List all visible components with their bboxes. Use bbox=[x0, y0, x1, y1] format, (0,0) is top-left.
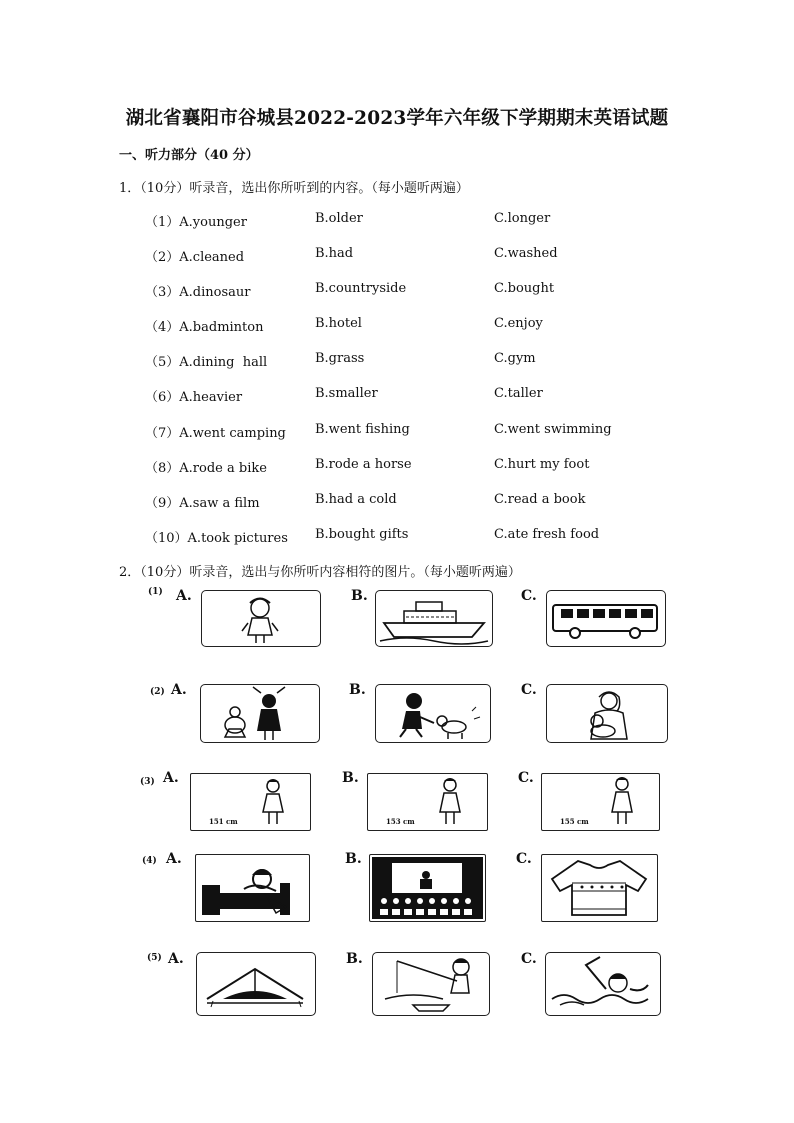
question-1-stem: 1．（10分）听录音，选出你所听到的内容。（每小题听两遍） bbox=[119, 181, 469, 196]
group-number: (3) bbox=[140, 777, 155, 787]
q1-item-7 bbox=[0, 422, 794, 442]
q1-item-1 bbox=[0, 211, 794, 231]
q1-item-2-a[interactable] bbox=[145, 246, 244, 265]
option-a: A.saw a film bbox=[179, 496, 260, 511]
item-number: （1） bbox=[145, 215, 180, 230]
option-b-letter: B. bbox=[342, 770, 359, 786]
q1-item-4 bbox=[0, 316, 794, 336]
q1-item-3-c[interactable]: C.bought bbox=[494, 281, 555, 296]
sweater-icon[interactable] bbox=[541, 854, 658, 922]
q1-item-8-c[interactable]: C.hurt my foot bbox=[494, 457, 590, 472]
q2-group-3 bbox=[0, 767, 794, 837]
q1-item-6-c[interactable]: C.taller bbox=[494, 386, 543, 401]
q1-item-5-a[interactable] bbox=[145, 351, 267, 370]
item-number: （3） bbox=[145, 285, 180, 300]
girl-155cm-icon[interactable] bbox=[541, 773, 660, 831]
q1-item-9-b[interactable]: B.had a cold bbox=[315, 492, 397, 507]
q1-item-2-c[interactable]: C.washed bbox=[494, 246, 558, 261]
girl-with-dog-icon[interactable] bbox=[375, 684, 491, 743]
option-c-letter: C. bbox=[518, 770, 534, 786]
q1-item-5 bbox=[0, 351, 794, 371]
q1-item-1-b[interactable]: B.older bbox=[315, 211, 363, 226]
girl-153cm-icon[interactable] bbox=[367, 773, 488, 831]
option-c-letter: C. bbox=[521, 682, 537, 698]
option-a-letter: A. bbox=[171, 682, 187, 698]
option-a: A.dinosaur bbox=[179, 285, 251, 300]
item-number: （2） bbox=[145, 250, 180, 265]
section-heading: 一、听力部分（40 分） bbox=[119, 148, 259, 163]
q1-item-10-c[interactable]: C.ate fresh food bbox=[494, 527, 600, 542]
height-label: 155 cm bbox=[560, 817, 589, 826]
q2-group-2 bbox=[0, 679, 794, 747]
height-label: 153 cm bbox=[386, 817, 415, 826]
q1-item-5-b[interactable]: B.grass bbox=[315, 351, 365, 366]
option-b-letter: B. bbox=[351, 588, 368, 604]
option-a: A.took pictures bbox=[187, 531, 288, 546]
option-a: A.heavier bbox=[179, 390, 243, 405]
item-number: （5） bbox=[145, 355, 180, 370]
q1-item-4-a[interactable] bbox=[145, 316, 263, 335]
option-a: A.younger bbox=[179, 215, 247, 230]
cinema-icon[interactable] bbox=[369, 854, 486, 922]
q1-item-3-a[interactable] bbox=[145, 281, 251, 300]
q1-item-8 bbox=[0, 457, 794, 477]
item-number: （9） bbox=[145, 496, 180, 511]
boy-swimming-icon[interactable] bbox=[545, 952, 661, 1016]
q1-item-3 bbox=[0, 281, 794, 301]
q1-item-9-c[interactable]: C.read a book bbox=[494, 492, 586, 507]
item-number: （10） bbox=[145, 531, 188, 546]
q2-group-1 bbox=[0, 585, 794, 650]
group-number: (4) bbox=[142, 856, 157, 866]
item-number: （4） bbox=[145, 320, 180, 335]
q1-item-8-a[interactable] bbox=[145, 457, 267, 476]
q1-item-10 bbox=[0, 527, 794, 547]
q1-item-1-c[interactable]: C.longer bbox=[494, 211, 551, 226]
option-a: A.went camping bbox=[179, 426, 286, 441]
tent-icon[interactable] bbox=[196, 952, 316, 1016]
page-title: 湖北省襄阳市谷城县2022-2023学年六年级下学期期末英语试题 bbox=[125, 108, 669, 129]
q1-item-6-a[interactable] bbox=[145, 386, 242, 405]
option-b-letter: B. bbox=[346, 951, 363, 967]
option-a: A.rode a bike bbox=[179, 461, 267, 476]
ship-icon[interactable] bbox=[375, 590, 493, 647]
mother-with-baby-icon[interactable] bbox=[546, 684, 668, 743]
option-a-letter: A. bbox=[176, 588, 192, 604]
group-number: (2) bbox=[150, 687, 165, 697]
q1-item-1-a[interactable] bbox=[145, 211, 247, 230]
option-c-letter: C. bbox=[521, 588, 537, 604]
group-number: (5) bbox=[147, 953, 162, 963]
q1-item-9-a[interactable] bbox=[145, 492, 260, 511]
q1-item-9 bbox=[0, 492, 794, 512]
q1-item-6-b[interactable]: B.smaller bbox=[315, 386, 378, 401]
option-c-letter: C. bbox=[521, 951, 537, 967]
option-a-letter: A. bbox=[168, 951, 184, 967]
q1-item-6 bbox=[0, 386, 794, 406]
q1-item-2-b[interactable]: B.had bbox=[315, 246, 354, 261]
item-number: （7） bbox=[145, 426, 180, 441]
q1-item-10-a[interactable] bbox=[145, 527, 288, 546]
option-a-letter: A. bbox=[166, 851, 182, 867]
item-number: （8） bbox=[145, 461, 180, 476]
item-number: （6） bbox=[145, 390, 180, 405]
option-a-letter: A. bbox=[163, 770, 179, 786]
q2-group-4 bbox=[0, 848, 794, 926]
q1-item-3-b[interactable]: B.countryside bbox=[315, 281, 407, 296]
option-a: A.dining hall bbox=[179, 355, 268, 370]
option-b-letter: B. bbox=[345, 851, 362, 867]
q1-item-8-b[interactable]: B.rode a horse bbox=[315, 457, 412, 472]
q1-item-4-c[interactable]: C.enjoy bbox=[494, 316, 543, 331]
option-b-letter: B. bbox=[349, 682, 366, 698]
question-2-stem: 2．（10分）听录音，选出与你所听内容相符的图片。（每小题听两遍） bbox=[119, 565, 521, 580]
girl-in-bed-icon[interactable] bbox=[195, 854, 310, 922]
option-a: A.badminton bbox=[179, 320, 264, 335]
q1-item-10-b[interactable]: B.bought gifts bbox=[315, 527, 409, 542]
q1-item-7-a[interactable] bbox=[145, 422, 286, 441]
option-a: A.cleaned bbox=[179, 250, 245, 265]
q1-item-7-c[interactable]: C.went swimming bbox=[494, 422, 612, 437]
girl-151cm-icon[interactable] bbox=[190, 773, 311, 831]
bus-icon[interactable] bbox=[546, 590, 666, 647]
group-number: (1) bbox=[148, 587, 163, 597]
girl-with-cat-icon[interactable] bbox=[200, 684, 320, 743]
girl-icon[interactable] bbox=[201, 590, 321, 647]
q1-item-5-c[interactable]: C.gym bbox=[494, 351, 536, 366]
q1-item-2 bbox=[0, 246, 794, 266]
q1-item-7-b[interactable]: B.went fishing bbox=[315, 422, 410, 437]
height-label: 151 cm bbox=[209, 817, 238, 826]
q2-group-5 bbox=[0, 945, 794, 1020]
boy-fishing-icon[interactable] bbox=[372, 952, 490, 1016]
q1-item-4-b[interactable]: B.hotel bbox=[315, 316, 362, 331]
option-c-letter: C. bbox=[516, 851, 532, 867]
